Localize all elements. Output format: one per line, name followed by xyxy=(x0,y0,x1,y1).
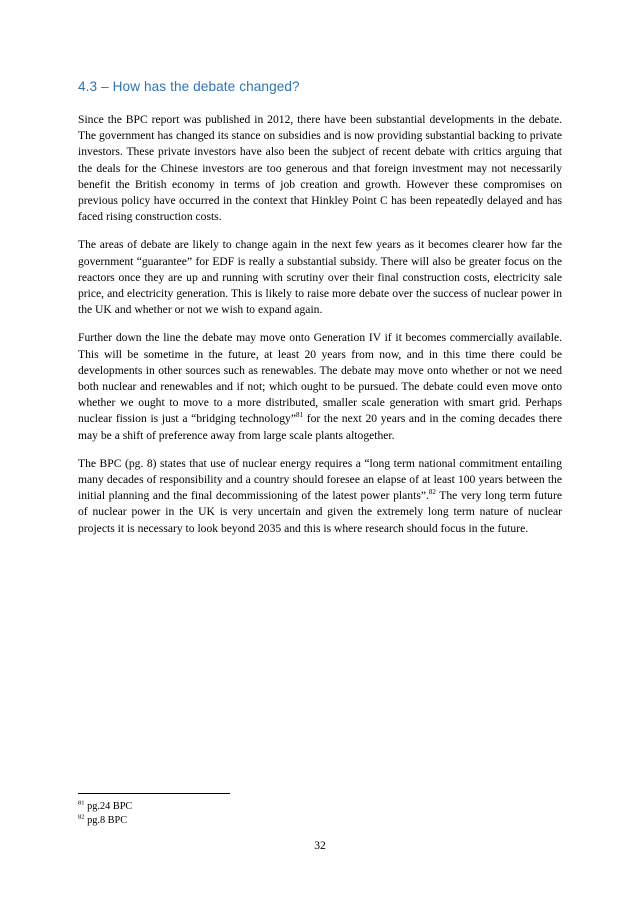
paragraph-3-text-a: Further down the line the debate may move onto Generation IV if it becomes commercially available. This will be sometime in the future, at least 20 years from now, and in this time there could be developments in other sources such as renewables. The debate may move onto whether or not we need both nuclear and renewables and if not; which ought to be pursued. The debate could even move onto whether we ought to move to a more distributed, smaller scale generation with smart grid. Perhaps nuclear fission is just a “bridging technology” xyxy=(78,331,562,426)
paragraph-2: The areas of debate are likely to change again in the next few years as it becomes clearer how far the government “guarantee” for EDF is really a substantial subsidy. There will also be greater focus on the reactors once they are up and running with scrutiny over their final construction costs, electricity sale price, and electricity generation. This is likely to raise more debate over the success of nuclear power in the UK and whether or not we wish to expand again. xyxy=(78,238,562,317)
footnotes xyxy=(78,800,132,827)
footnote-text: pg.8 BPC xyxy=(87,814,128,826)
footnote-ref-81: 81 xyxy=(296,411,303,420)
page-number: 32 xyxy=(314,839,326,852)
paragraph-4-text-b: The very long term future of nuclear power in the UK is very uncertain and given the extremely long term nature of nuclear projects it is necessary to look beyond 2035 and this is where research should focus in the future. xyxy=(78,489,562,535)
section-heading: 4.3 – How has the debate changed? xyxy=(78,79,300,94)
footnote-divider xyxy=(78,793,230,794)
paragraph-4-text-a: The BPC (pg. 8) states that use of nuclear energy requires a “long term national commitment entailing many decades of responsibility and a country should foresee an elapse of at least 100 years between the initial planning and the final decommissioning of the latest power plants”. xyxy=(78,456,562,503)
paragraph-1: Since the BPC report was published in 2012, there have been substantial developments in the debate. The government has changed its stance on subsidies and is now providing substantial backing to private investors. These private investors have also been the subject of recent debate with critics arguing that the deals for the Chinese investors are too generous and that foreign investment may not necessarily benefit the British economy in terms of job creation and growth. However these compromises on previous policy have occurred in the context that Hinkley Point C has been repeatedly delayed and has faced rising construction costs. xyxy=(78,113,562,224)
body-text xyxy=(78,112,562,549)
paragraph-3 xyxy=(78,330,562,443)
paragraph-3-text-b: for the next 20 years and in the coming decades there may be a shift of preference away from large scale plants altogether. xyxy=(78,412,563,442)
footnote-81 xyxy=(78,800,132,814)
footnote-number: 81 xyxy=(78,799,85,807)
footnote-number: 82 xyxy=(78,813,85,821)
footnote-text: pg.24 BPC xyxy=(87,801,133,812)
document-page xyxy=(78,0,562,903)
footnote-82 xyxy=(78,814,132,828)
paragraph-4 xyxy=(78,456,562,537)
footnote-ref-82: 82 xyxy=(428,488,436,497)
